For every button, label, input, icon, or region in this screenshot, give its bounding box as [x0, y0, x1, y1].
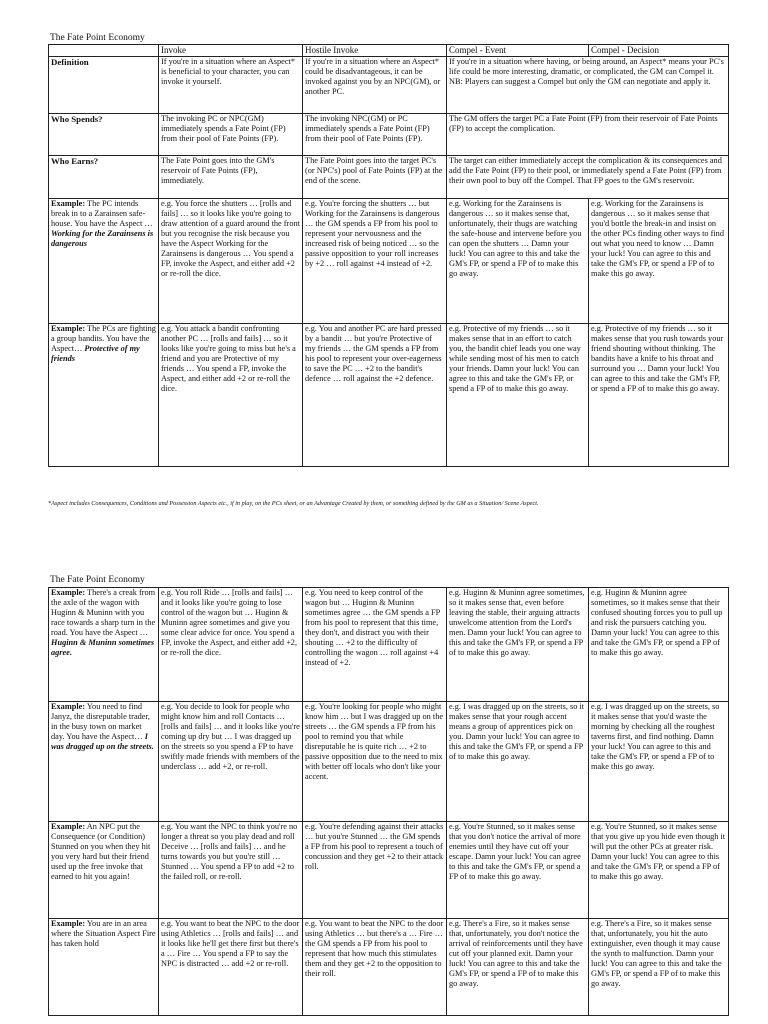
example-prefix: Example: — [51, 199, 86, 208]
example-prefix: Example: — [51, 822, 86, 831]
example-label — [49, 324, 159, 467]
example-invoke: e.g. You decide to look for people who might know him and roll Contacts … [rolls and fails] … and it looks like you're coming up dry but … I was dragged up on the streets so you spend a FP to have swiftly made friends with members of the underclass … add +2, or re-roll. — [159, 702, 303, 822]
example-aspect: I was dragged up on the streets. — [51, 732, 154, 751]
example-compel-event: e.g. Protective of my friends … so it makes sense that in an effort to catch you, the bandit chief leads you one way while sending most of his men to catch your friends. Damn your luck! You can agree to this and take the GM's FP, or spend a FP of to make this go away. — [447, 324, 589, 467]
who-earns-hostile: The Fate Point goes into the target PC's (or NPC's) pool of Fate Points (FP) at the end of the scene. — [303, 156, 447, 199]
who-spends-label: Who Spends? — [49, 114, 159, 156]
example-text: The PC intends break in to a Zarainsen safe-house. You have the Aspect … — [51, 199, 153, 228]
header-invoke: Invoke — [159, 45, 303, 57]
example-compel-decision: e.g. Huginn & Muninn agree sometimes, so it makes sense that their confused shouting forces you to pull up and risk the pursuers catching you. Damn your luck! You can agree to this and take the GM's FP, or spend a FP of to make this go away. — [589, 588, 729, 702]
example-row — [49, 588, 729, 702]
page-title: The Fate Point Economy — [50, 575, 145, 585]
who-spends-hostile: The invoking NPC(GM) or PC immediately spends a Fate Point (FP) from their pool of Fate Points (FP). — [303, 114, 447, 156]
header-compel-event: Compel - Event — [447, 45, 589, 57]
example-label — [49, 919, 159, 1016]
example-label — [49, 702, 159, 822]
who-earns-label: Who Earns? — [49, 156, 159, 199]
example-invoke: e.g. You roll Ride … [rolls and fails] … and it looks like you're going to lose control of the wagon but … Huginn & Muninn agree sometimes and give you some clear advice for once. You spend a FP, invoke the Aspect, and either add +2, or re-roll the dice. — [159, 588, 303, 702]
example-prefix: Example: — [51, 588, 86, 597]
example-aspect: Huginn & Muninn sometimes agree. — [51, 638, 155, 657]
example-text: An NPC put the Consequence (or Condition) Stunned on you when they hit you very hard but their friend used up the free invoke that earned to hit you again! — [51, 822, 151, 881]
example-aspect: Protective of my friends — [51, 344, 140, 363]
who-earns-invoke: The Fate Point goes into the GM's reservoir of Fate Points (FP), immediately. — [159, 156, 303, 199]
example-hostile: e.g. You're forcing the shutters … but Working for the Zarainsens is dangerous … the GM spends a FP from his pool to represent your nervousness and the increased risk of being noticed … so the passive opposition to your roll increases by +2 … roll against +4 instead of +2. — [303, 199, 447, 324]
header-blank — [49, 45, 159, 57]
example-prefix: Example: — [51, 324, 86, 333]
definition-hostile: If you're in a situation where an Aspect* could be disadvantageous, it can be invoked against you by an NPC(GM), or another PC. — [303, 57, 447, 114]
example-row — [49, 324, 729, 467]
example-compel-event: e.g. Working for the Zarainsens is dangerous … so it makes sense that, unfortunately, their thugs are watching the safe-house and intervene before you can open the shutters … Damn your luck! You can agree to this and take the GM's FP, or spend a FP of to make this go away. — [447, 199, 589, 324]
example-invoke: e.g. You attack a bandit confronting another PC … [rolls and fails] … so it looks like you're going to miss but he's a friend and you are Protective of my friends … You spend a FP, invoke the Aspect, and either add +2 or re-roll the dice. — [159, 324, 303, 467]
definition-compel-note: NB: Players can suggest a Compel but only the GM can negotiate and apply it. — [449, 77, 711, 86]
example-aspect: Working for the Zarainsens is dangerous — [51, 229, 154, 248]
header-row — [49, 45, 729, 57]
example-row — [49, 919, 729, 1016]
footnote: *Aspect includes Consequences, Conditions and Possession Aspects etc., if in play, on the PCs sheet, or an Advantage Created by them, or something defined by the GM as a Situation/ Scene Aspect. — [48, 500, 539, 507]
example-text: The PCs are fighting a group bandits. You have the Aspect… — [51, 324, 156, 353]
example-hostile: e.g. You and another PC are hard pressed by a bandit … but you're Protective of my friends … the GM spends a FP from his pool to represent your over-eagerness to save the PC … +2 to the bandit's defence … roll against the +2 defence. — [303, 324, 447, 467]
example-compel-decision: e.g. Protective of my friends … so it makes sense that you rush towards your friend shouting without thinking. The bandits have a knife to his throat and surround you … Damn your luck! You can agree to this and take the GM's FP, or spend a FP of to make this go away. — [589, 324, 729, 467]
example-invoke: e.g. You force the shutters … [rolls and fails] … so it looks like you're going to draw attention of a guard around the front but you recognise the risk because you have the Aspect Working for the Zarainsens is dangerous … You spend a FP, invoke the Aspect, and either add +2 or re-roll the dice. — [159, 199, 303, 324]
example-text: You need to find Janyz, the disreputable trader, in the busy town on market day. You have the Aspect… — [51, 702, 150, 741]
example-text: There's a creak from the axle of the wagon with Huginn & Muninn with you race towards a sharp turn in the road. You have the Aspect … — [51, 588, 156, 637]
header-compel-decision: Compel - Decision — [589, 45, 729, 57]
example-compel-event: e.g. There's a Fire, so it makes sense that, unfortunately, you don't notice the arrival of reinforcements until they have cut off your planned exit. Damn your luck! You can agree to this and take the GM's FP, or spend a FP of to make this go away. — [447, 919, 589, 1016]
definition-invoke: If you're in a situation where an Aspect* is beneficial to your character, you can invoke it yourself. — [159, 57, 303, 114]
example-label — [49, 199, 159, 324]
who-earns-row — [49, 156, 729, 199]
example-label — [49, 822, 159, 919]
example-hostile: e.g. You want to beat the NPC to the door using Athletics … but there's a … Fire … the GM spends a FP from his pool to represent that how much this stimulates them and they get +2 to the opposition to their roll. — [303, 919, 447, 1016]
example-compel-decision: e.g. There's a Fire, so it makes sense that, unfortunately, you hit the auto extinguisher, even though it may cause the synth to malfunction. Damn your luck! You can agree to this and take the GM's FP, or spend a FP of to make this go away. — [589, 919, 729, 1016]
example-row — [49, 822, 729, 919]
who-spends-invoke: The invoking PC or NPC(GM) immediately spends a Fate Point (FP) from their pool of Fate Points (FP). — [159, 114, 303, 156]
example-label — [49, 588, 159, 702]
example-hostile: e.g. You need to keep control of the wagon but … Huginn & Muninn sometimes agree … the GM spends a FP from his pool to represent that this time, they don't, and distract you with their shouting … +2 to the difficulty of controlling the wagon … roll against +4 instead of +2. — [303, 588, 447, 702]
page-title: The Fate Point Economy — [50, 33, 145, 43]
example-compel-event: e.g. Huginn & Muninn agree sometimes, so it makes sense that, even before leaving the stable, their arguing attracts unwelcome attention from the Lord's men. Damn your luck! You can agree to this and take the GM's FP, or spend a FP of to make this go away. — [447, 588, 589, 702]
definition-compel — [447, 57, 729, 114]
example-compel-decision: e.g. I was dragged up on the streets, so it makes sense that you'd waste the morning by checking all the roughest taverns first, and find nothing. Damn your luck! You can agree to this and take the GM's FP, or spend a FP of to make this go away. — [589, 702, 729, 822]
fate-point-table-1 — [48, 44, 729, 467]
example-text: You are in an area where the Situation Aspect Fire has taken hold — [51, 919, 156, 948]
fate-point-table-2 — [48, 587, 729, 1016]
definition-row — [49, 57, 729, 114]
example-prefix: Example: — [51, 919, 86, 928]
example-hostile: e.g. You're defending against their attacks … but you're Stunned … the GM spends a FP from his pool to represent a touch of concussion and they get +2 to their attack roll. — [303, 822, 447, 919]
example-compel-decision: e.g. You're Stunned, so it makes sense that you give up you hide even though it will put the other PCs at greater risk. Damn your luck! You can agree to this and take the GM's FP, or spend a FP of to make this go away. — [589, 822, 729, 919]
example-compel-event: e.g. I was dragged up on the streets, so it makes sense that your rough accent means a group of apprentices pick on you. Damn your luck! You can agree to this and take the GM's FP, or spend a FP of to make this go away. — [447, 702, 589, 822]
who-spends-row — [49, 114, 729, 156]
example-hostile: e.g. You're looking for people who might know him … but I was dragged up on the streets … the GM spends a FP from his pool to remind you that while disreputable he is quite rich … +2 to passive opposition due to the need to mix with better off locals who don't like your accent. — [303, 702, 447, 822]
header-hostile-invoke: Hostile Invoke — [303, 45, 447, 57]
definition-compel-text: If you're in a situation where having, or being around, an Aspect* means your PC's life could be more interesting, dramatic, or complicated, the GM can Compel it. — [449, 57, 724, 76]
example-compel-event: e.g. You're Stunned, so it makes sense that you don't notice the arrival of more enemies until they have cut off your escape. Damn your luck! You can agree to this and take the GM's FP, or spend a FP of to make this go away. — [447, 822, 589, 919]
who-earns-compel: The target can either immediately accept the complication & its consequences and add the Fate Point (FP) to their pool, or immediately spend a Fate Point (FP) from their own pool to buy off the Compel. That FP goes to the GM's reservoir. — [447, 156, 729, 199]
example-invoke: e.g. You want the NPC to think you're no longer a threat so you play dead and roll Deceive … [rolls and fails] … and he turns towards you but you're still … Stunned … You spend a FP to add +2 to the failed roll, or re-roll. — [159, 822, 303, 919]
example-row — [49, 702, 729, 822]
example-compel-decision: e.g. Working for the Zarainsens is dangerous … so it makes sense that you'd bottle the break-in and insist on the other PCs finding other ways to find out what you need to know … Damn your luck! You can agree to this and take the GM's FP, or spend a FP of to make this go away. — [589, 199, 729, 324]
example-prefix: Example: — [51, 702, 86, 711]
who-spends-compel: The GM offers the target PC a Fate Point (FP) from their reservoir of Fate Points (FP) to accept the complication. — [447, 114, 729, 156]
example-row — [49, 199, 729, 324]
example-invoke: e.g. You want to beat the NPC to the door using Athletics … [rolls and fails] … and it looks like he'll get there first but there's a … Fire … You spend a FP to say the NPC is distracted … add +2 or re-roll. — [159, 919, 303, 1016]
definition-label: Definition — [49, 57, 159, 114]
